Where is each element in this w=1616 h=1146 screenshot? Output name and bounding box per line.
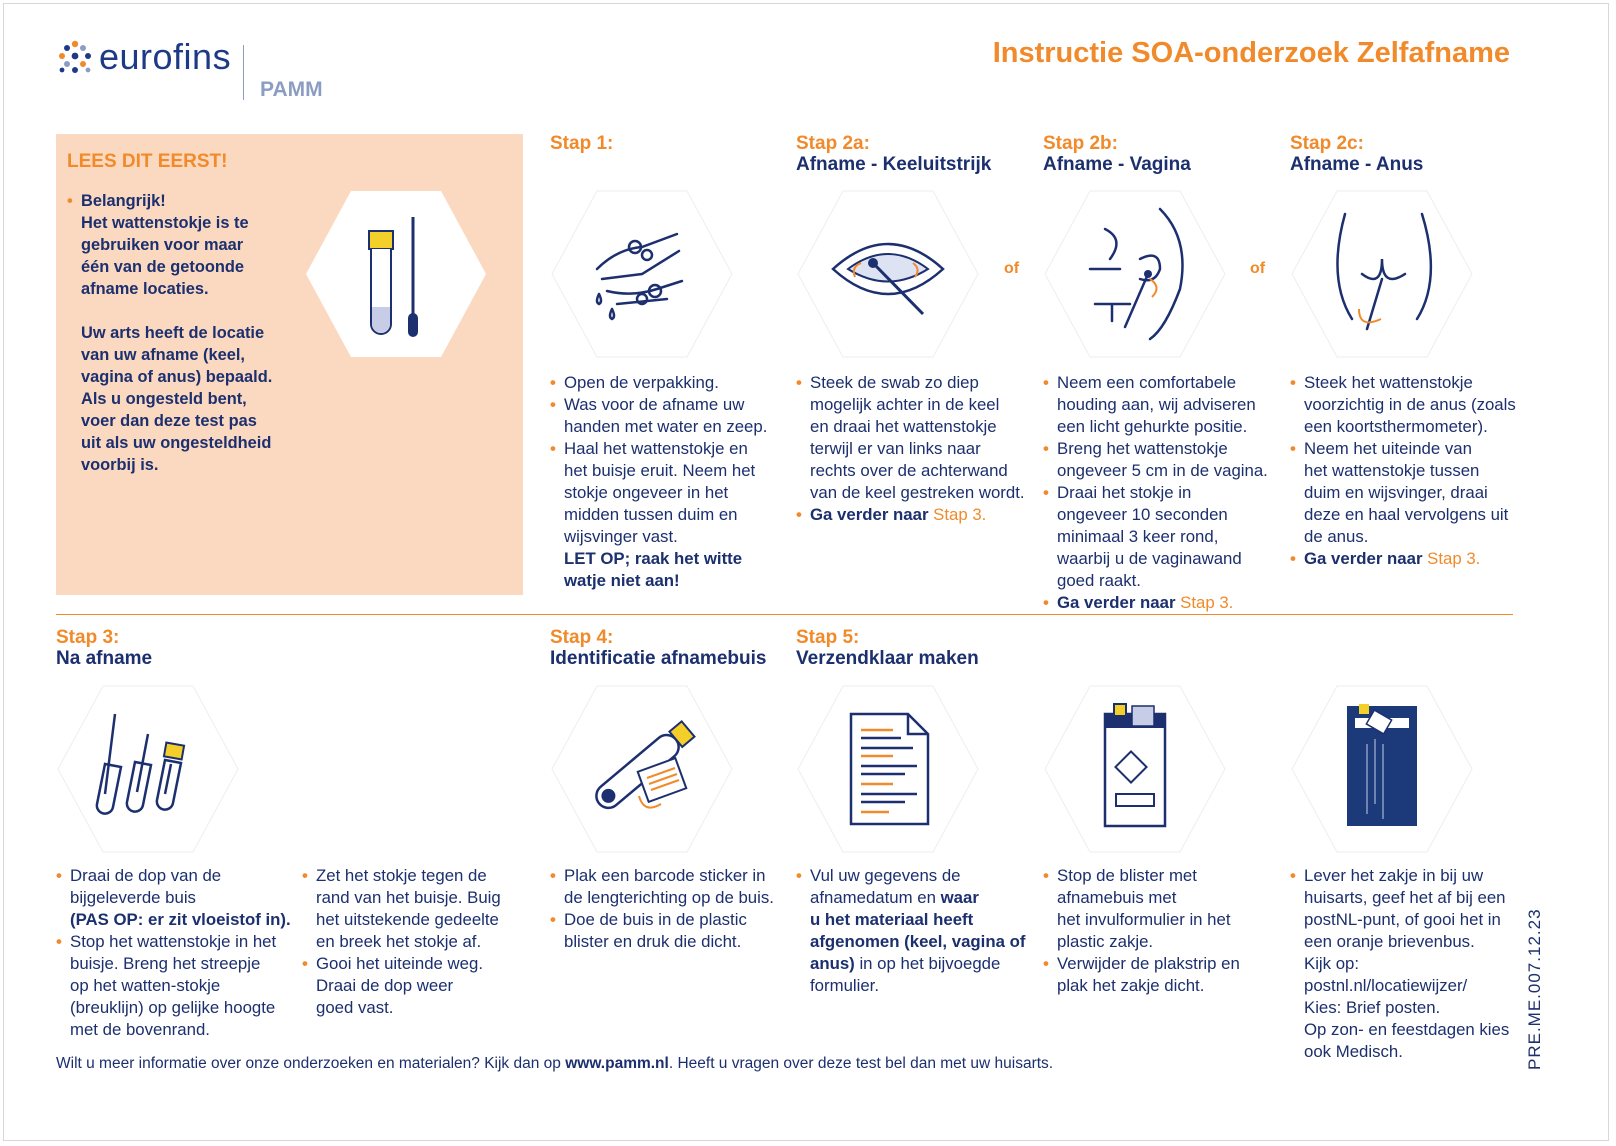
mailbox-illustration [1287,674,1477,864]
eurofins-dots-icon [56,39,94,77]
or-label-2: of [1250,260,1266,277]
blister-bag-illustration [1040,674,1230,864]
section-divider [56,614,1513,615]
step1-heading: Stap 1: [550,133,614,154]
brand-name: eurofins [99,36,232,77]
step5-list-col2: • Stop de blister met afnamebuis met het invulformulier in het plastic zakje. • Verwijder de plakstrip en plak het zakje dicht. [1043,865,1279,997]
handwash-illustration [547,179,737,369]
throat-swab-illustration [793,179,983,369]
step2a-heading: Stap 2a: Afname - Keeluitstrijk [796,133,992,175]
step3-list-col1: • Draai de dop van de bijgeleverde buis (PAS OP: er zit vloeistof in). • Stop het wattenstokje in het buisje. Breng het streepje op het watten-stokje (breuklijn) op gelijke hoogte met de bovenrand. [56,865,292,1041]
read-first-text: • Belangrijk! Het wattenstokje is te gebruiken voor maar één van de getoonde afname locaties. Uw arts heeft de locatie van uw afname (keel, vagina of anus) bepaald. Als u ongesteld bent, voer dan deze test pas uit als uw ongesteldheid voorbij is. [67,190,307,476]
step2c-list: • Steek het wattenstokje voorzichtig in de anus (zoals een koortsthermometer). • Neem het uiteinde van het wattenstokje tussen duim en wijsvinger, draai deze en haal vervolgens uit de anus. • Ga verder naar Stap 3. [1290,372,1526,570]
tube-break-illustration [53,674,243,864]
step5-list-col3: • Lever het zakje in bij uw huisarts, geef het af bij een postNL-punt, of gooi het in een oranje brievenbus. Kijk op: postnl.nl/locatiewijzer/ Kies: Brief posten. Op zon- en feestdagen kies ook Medisch. [1290,865,1526,1063]
read-first-heading: LEES DIT EERST! [67,151,228,172]
form-illustration [793,674,983,864]
vaginal-swab-illustration [1040,179,1230,369]
instruction-sheet [3,3,1609,1141]
barcode-tube-illustration [547,674,737,864]
anal-swab-illustration [1287,179,1477,369]
step4-list: • Plak een barcode sticker in de lengterichting op de buis. • Doe de buis in de plastic blister en druk die dicht. [550,865,786,953]
footer-text: Wilt u meer informatie over onze onderzoeken en materialen? Kijk dan op www.pamm.nl. Heeft u vragen over deze test bel dan met uw huisarts. [56,1055,1054,1072]
step5-heading: Stap 5: Verzendklaar maken [796,627,979,669]
step2c-heading: Stap 2c: Afname - Anus [1290,133,1424,175]
document-code: PRE.ME.007.12.23 [1525,908,1544,1070]
page-title: Instructie SOA-onderzoek Zelfafname [992,37,1510,69]
step3-list-col2: • Zet het stokje tegen de rand van het buisje. Buig het uitstekende gedeelte en breek het stokje af. • Gooi het uiteinde weg. Draai de dop weer goed vast. [302,865,538,1019]
step5-list-col1: • Vul uw gegevens de afnamedatum en waar u het materiaal heeft afgenomen (keel, vagina of anus) in op het bijvoegde formulier. [796,865,1032,997]
step1-list: • Open de verpakking. • Was voor de afname uw handen met water en zeep. • Haal het wattenstokje en het buisje eruit. Neem het stokje ongeveer in het midden tussen duim en wijsvinger vast. LET OP; raak het witte watje niet aan! [550,372,780,592]
step3-heading: Stap 3: Na afname [56,627,153,669]
step2b-heading: Stap 2b: Afname - Vagina [1043,133,1191,175]
pamm-website-link[interactable]: www.pamm.nl [565,1055,669,1072]
or-label-1: of [1004,260,1020,277]
step2a-list: • Steek de swab zo diep mogelijk achter in de keel en draai het wattenstokje terwijl er van links naar rechts over de achterwand van de keel gestreken wordt. • Ga verder naar Stap 3. [796,372,1032,526]
swab-kit-illustration [301,179,491,369]
step2b-list: • Neem een comfortabele houding aan, wij adviseren een licht gehurkte positie. • Breng het wattenstokje ongeveer 5 cm in de vagina. • Draai het stokje in ongeveer 10 seconden minimaal 3 keer rond, waarbij u de vaginawand goed raakt. • Ga verder naar Stap 3. [1043,372,1279,614]
division-name: PAMM [260,78,323,101]
logo-divider [243,45,244,100]
step4-heading: Stap 4: Identificatie afnamebuis [550,627,767,669]
eurofins-logo [56,39,94,82]
